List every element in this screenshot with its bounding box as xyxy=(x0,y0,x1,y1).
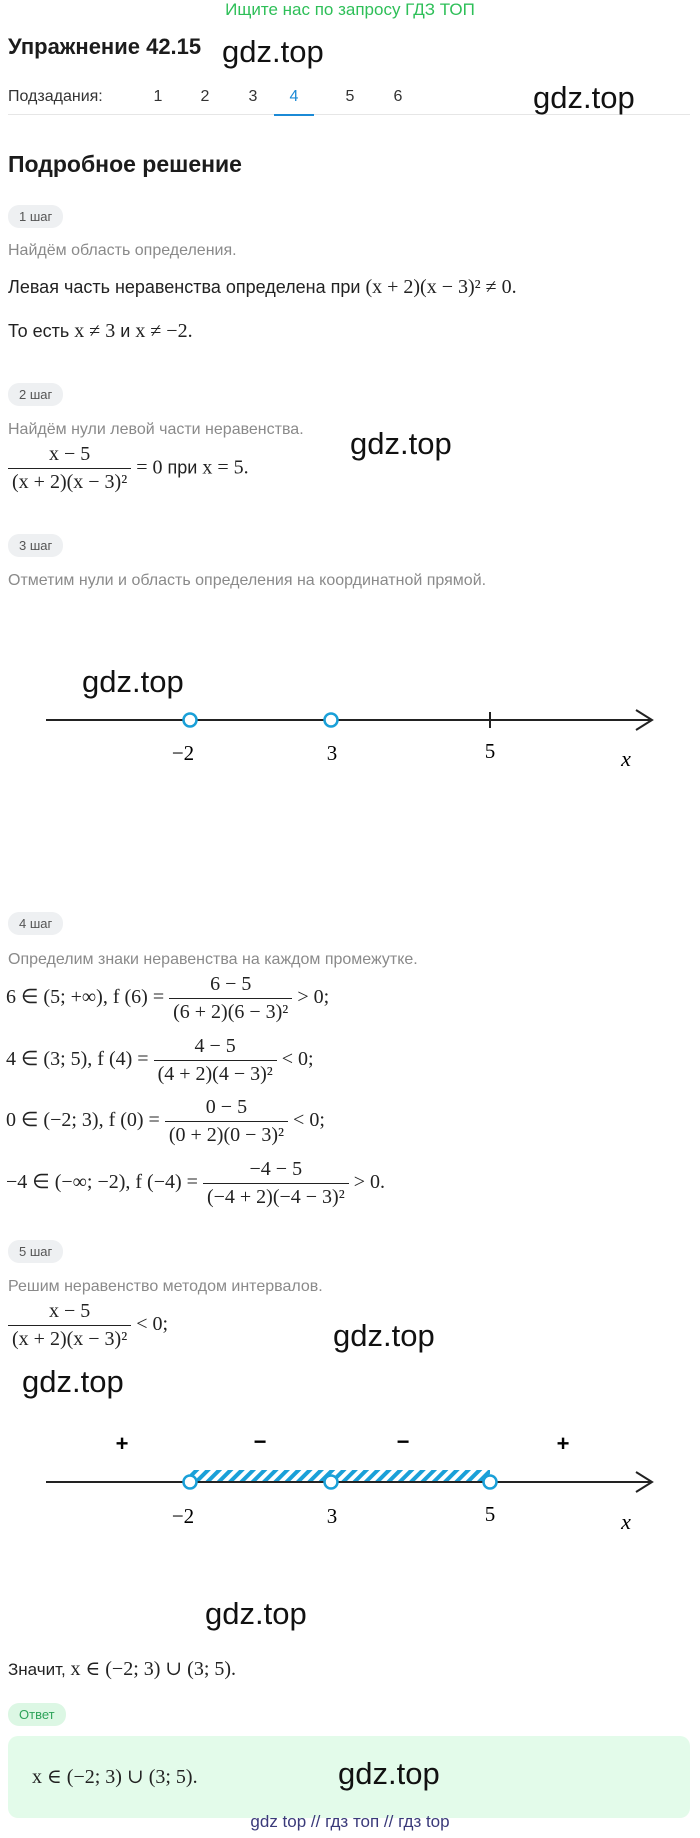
inequality xyxy=(8,1300,168,1351)
tab-subtask-3[interactable]: 3 xyxy=(248,88,258,105)
sign-result: > 0; xyxy=(297,986,330,1009)
interval-expression: 0 ∈ (−2; 3), f (0) = xyxy=(6,1109,160,1132)
tab-subtask-4[interactable]: 4 xyxy=(274,88,314,116)
denominator: (−4 + 2)(−4 − 3)² xyxy=(203,1183,349,1209)
open-point xyxy=(325,1476,338,1489)
open-point xyxy=(184,1476,197,1489)
domain-line xyxy=(8,276,517,299)
denominator: (0 + 2)(0 − 3)² xyxy=(165,1121,288,1147)
domain-result-text: То есть xyxy=(8,321,70,341)
watermark: gdz.top xyxy=(333,1318,435,1353)
sign-label: − xyxy=(253,1429,267,1454)
watermark: gdz.top xyxy=(338,1756,440,1791)
conjunction: и xyxy=(120,321,131,341)
step-badge: 1 шаг xyxy=(8,205,63,228)
step-description: Определим знаки неравенства на каждом промежутке. xyxy=(8,951,418,968)
point-label: −2 xyxy=(171,741,195,765)
solution-hatch xyxy=(190,1470,490,1481)
number-line-domain xyxy=(0,680,700,790)
tab-subtask-1[interactable]: 1 xyxy=(153,88,163,105)
interval-expression: −4 ∈ (−∞; −2), f (−4) = xyxy=(6,1171,198,1194)
watermark: gdz.top xyxy=(82,664,184,699)
interval-expression: 4 ∈ (3; 5), f (4) = xyxy=(6,1048,149,1071)
conclusion xyxy=(8,1656,236,1681)
open-point xyxy=(184,714,197,727)
root-value: x = 5. xyxy=(202,456,249,479)
interval-expression: 6 ∈ (5; +∞), f (6) = xyxy=(6,986,165,1009)
step-description: Решим неравенство методом интервалов. xyxy=(8,1278,323,1295)
tab-subtask-6[interactable]: 6 xyxy=(393,88,403,105)
equals-zero: = 0 xyxy=(136,456,163,479)
fraction xyxy=(203,1158,349,1209)
fraction xyxy=(8,1300,131,1351)
axis-label: x xyxy=(621,746,631,771)
denominator: (x + 2)(x − 3)² xyxy=(8,468,131,494)
answer-badge: Ответ xyxy=(8,1703,66,1726)
axis-label: x xyxy=(621,1509,631,1534)
tab-subtask-5[interactable]: 5 xyxy=(345,88,355,105)
answer-box xyxy=(8,1736,690,1818)
watermark: gdz.top xyxy=(533,80,635,115)
point-label: 3 xyxy=(326,741,338,765)
fraction xyxy=(154,1035,277,1086)
sign-label: + xyxy=(115,1431,129,1456)
conclusion-math: x ∈ (−2; 3) ∪ (3; 5). xyxy=(70,1658,237,1680)
sign-check-row xyxy=(6,1158,385,1209)
sign-result: < 0; xyxy=(293,1109,325,1132)
at-text: при xyxy=(167,457,198,478)
sign-check-row xyxy=(6,1096,325,1147)
step-badge: 4 шаг xyxy=(8,912,63,935)
point-label: 5 xyxy=(484,1502,496,1526)
fraction xyxy=(169,973,292,1024)
numerator: 6 − 5 xyxy=(210,973,252,995)
watermark: gdz.top xyxy=(22,1364,124,1399)
footer-links[interactable]: gdz top // гдз топ // гдз top xyxy=(250,1812,450,1831)
sign-label: − xyxy=(396,1429,410,1454)
answer-math: x ∈ (−2; 3) ∪ (3; 5). xyxy=(32,1766,198,1788)
numerator: x − 5 xyxy=(48,1300,91,1322)
domain-condition: (x + 2)(x − 3)² ≠ 0. xyxy=(365,276,517,298)
step-description: Найдём нули левой части неравенства. xyxy=(8,421,304,438)
sign-result: > 0. xyxy=(353,1171,385,1194)
step-description: Отметим нули и область определения на координатной прямой. xyxy=(8,572,487,589)
zeros-equation xyxy=(8,443,249,494)
sign-check-row xyxy=(6,1035,314,1086)
step-badge: 5 шаг xyxy=(8,1240,63,1263)
conclusion-text: Значит, xyxy=(8,1660,66,1679)
watermark: gdz.top xyxy=(222,34,324,69)
denominator: (4 + 2)(4 − 3)² xyxy=(154,1060,277,1086)
point-label: −2 xyxy=(171,1504,195,1528)
sign-label: + xyxy=(556,1431,570,1456)
step-badge: 3 шаг xyxy=(8,534,63,557)
fraction xyxy=(165,1096,288,1147)
numerator: 4 − 5 xyxy=(194,1035,236,1057)
denominator: (6 + 2)(6 − 3)² xyxy=(169,998,292,1024)
point-label: 3 xyxy=(326,1504,338,1528)
domain-exclusion-a: x ≠ 3 xyxy=(74,320,116,342)
domain-exclusion-b: x ≠ −2. xyxy=(135,320,193,342)
domain-text: Левая часть неравенства определена при xyxy=(8,277,361,297)
subtasks-label: Подзадания: xyxy=(8,88,103,105)
section-title: Подробное решение xyxy=(8,151,242,177)
open-point xyxy=(325,714,338,727)
sign-result: < 0; xyxy=(281,1048,314,1071)
sign-check-row xyxy=(6,973,329,1024)
number-line-intervals xyxy=(0,1415,700,1545)
point-label: 5 xyxy=(484,739,496,763)
step-badge: 2 шаг xyxy=(8,383,63,406)
step-description: Найдём область определения. xyxy=(8,242,237,259)
numerator: x − 5 xyxy=(48,443,91,465)
fraction xyxy=(8,443,131,494)
watermark: gdz.top xyxy=(205,1596,307,1631)
inequality-sign: < 0; xyxy=(136,1313,169,1336)
tab-subtask-2[interactable]: 2 xyxy=(200,88,210,105)
numerator: −4 − 5 xyxy=(249,1158,303,1180)
denominator: (x + 2)(x − 3)² xyxy=(8,1325,131,1351)
search-banner[interactable]: Ищите нас по запросу ГДЗ ТОП xyxy=(225,0,475,19)
exercise-title: Упражнение 42.15 xyxy=(8,34,202,59)
open-point xyxy=(484,1476,497,1489)
numerator: 0 − 5 xyxy=(205,1096,248,1118)
domain-result xyxy=(8,320,193,343)
watermark: gdz.top xyxy=(350,426,452,461)
